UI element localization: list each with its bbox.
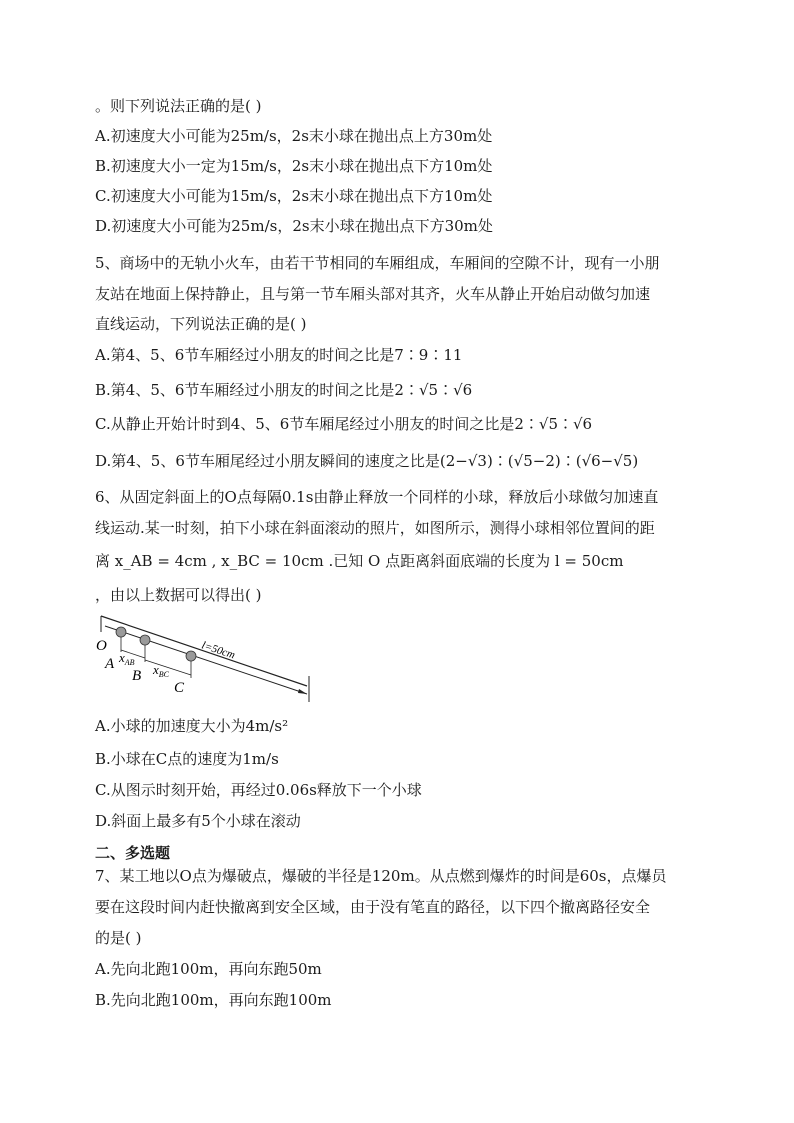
section-title-multi-choice: 二、多选题	[95, 844, 171, 862]
ball-b	[140, 635, 150, 645]
q6-stem-line-1: 6、从固定斜面上的O点每隔0.1s由静止释放一个同样的小球，释放后小球做匀加速直	[95, 488, 659, 506]
q7-stem-line-2: 要在这段时间内赶快撤离到安全区域，由于没有笔直的路径，以下四个撤离路径安全	[95, 898, 651, 916]
q5-stem-line-1: 5、商场中的无轨小火车，由若干节相同的车厢组成，车厢间的空隙不计，现有一小朋	[95, 254, 660, 272]
q7-option-a: A.先向北跑100m，再向东跑50m	[95, 960, 322, 978]
q4-option-d: D.初速度大小可能为25m/s，2s末小球在抛出点下方30m处	[95, 217, 493, 235]
incline-figure	[95, 612, 325, 708]
q6-stem-line-2: 线运动.某一时刻，拍下小球在斜面滚动的照片，如图所示，测得小球相邻位置间的距	[95, 519, 655, 537]
label-b: B	[132, 668, 142, 684]
ball-a	[116, 627, 126, 637]
q5-stem-line-3: 直线运动，下列说法正确的是( )	[95, 315, 307, 333]
label-a: A	[105, 656, 115, 672]
q6-option-b: B.小球在C点的速度为1m/s	[95, 750, 279, 768]
q5-option-c: C.从静止开始计时到4、5、6节车厢尾经过小朋友的时间之比是2∶√5∶√6	[95, 415, 593, 433]
q4-option-a: A.初速度大小可能为25m/s，2s末小球在抛出点上方30m处	[95, 127, 493, 145]
q6-option-d: D.斜面上最多有5个小球在滚动	[95, 812, 301, 830]
label-c: C	[174, 680, 185, 696]
label-xbc: $x_{BC}$	[153, 662, 170, 679]
q4-stem-tail: 。则下列说法正确的是( )	[95, 97, 262, 115]
label-l: l=50cm	[200, 639, 237, 662]
q5-option-b: B.第4、5、6节车厢经过小朋友的时间之比是2∶√5∶√6	[95, 381, 473, 399]
q6-option-c: C.从图示时刻开始，再经过0.06s释放下一个小球	[95, 781, 422, 799]
q6-stem-line-4: ，由以上数据可以得出( )	[95, 586, 262, 604]
q5-option-a: A.第4、5、6节车厢经过小朋友的时间之比是7∶9∶11	[95, 346, 463, 364]
ball-c	[186, 651, 196, 661]
q7-stem-line-1: 7、某工地以O点为爆破点，爆破的半径是120m。从点燃到爆炸的时间是60s，点爆员	[95, 867, 667, 885]
q5-stem-line-2: 友站在地面上保持静止，且与第一节车厢头部对其齐，火车从静止开始启动做匀加速	[95, 285, 651, 303]
length-arrowhead	[298, 689, 307, 694]
q4-option-b: B.初速度大小一定为15m/s，2s末小球在抛出点下方10m处	[95, 157, 493, 175]
q6-stem-line-3: 离 x_AB = 4cm , x_BC = 10cm .已知 O 点距离斜面底端的长度为 l = 50cm	[95, 552, 624, 570]
q7-option-b: B.先向北跑100m，再向东跑100m	[95, 991, 332, 1009]
q7-stem-line-3: 的是( )	[95, 929, 142, 947]
q4-option-c: C.初速度大小可能为15m/s，2s末小球在抛出点下方10m处	[95, 187, 493, 205]
q5-option-d: D.第4、5、6节车厢尾经过小朋友瞬间的速度之比是(2−√3)∶(√5−2)∶(√6−√5)	[95, 452, 639, 470]
label-o: O	[96, 638, 107, 654]
label-xab: $x_{AB}$	[119, 650, 135, 667]
q6-option-a: A.小球的加速度大小为4m/s²	[95, 717, 289, 735]
